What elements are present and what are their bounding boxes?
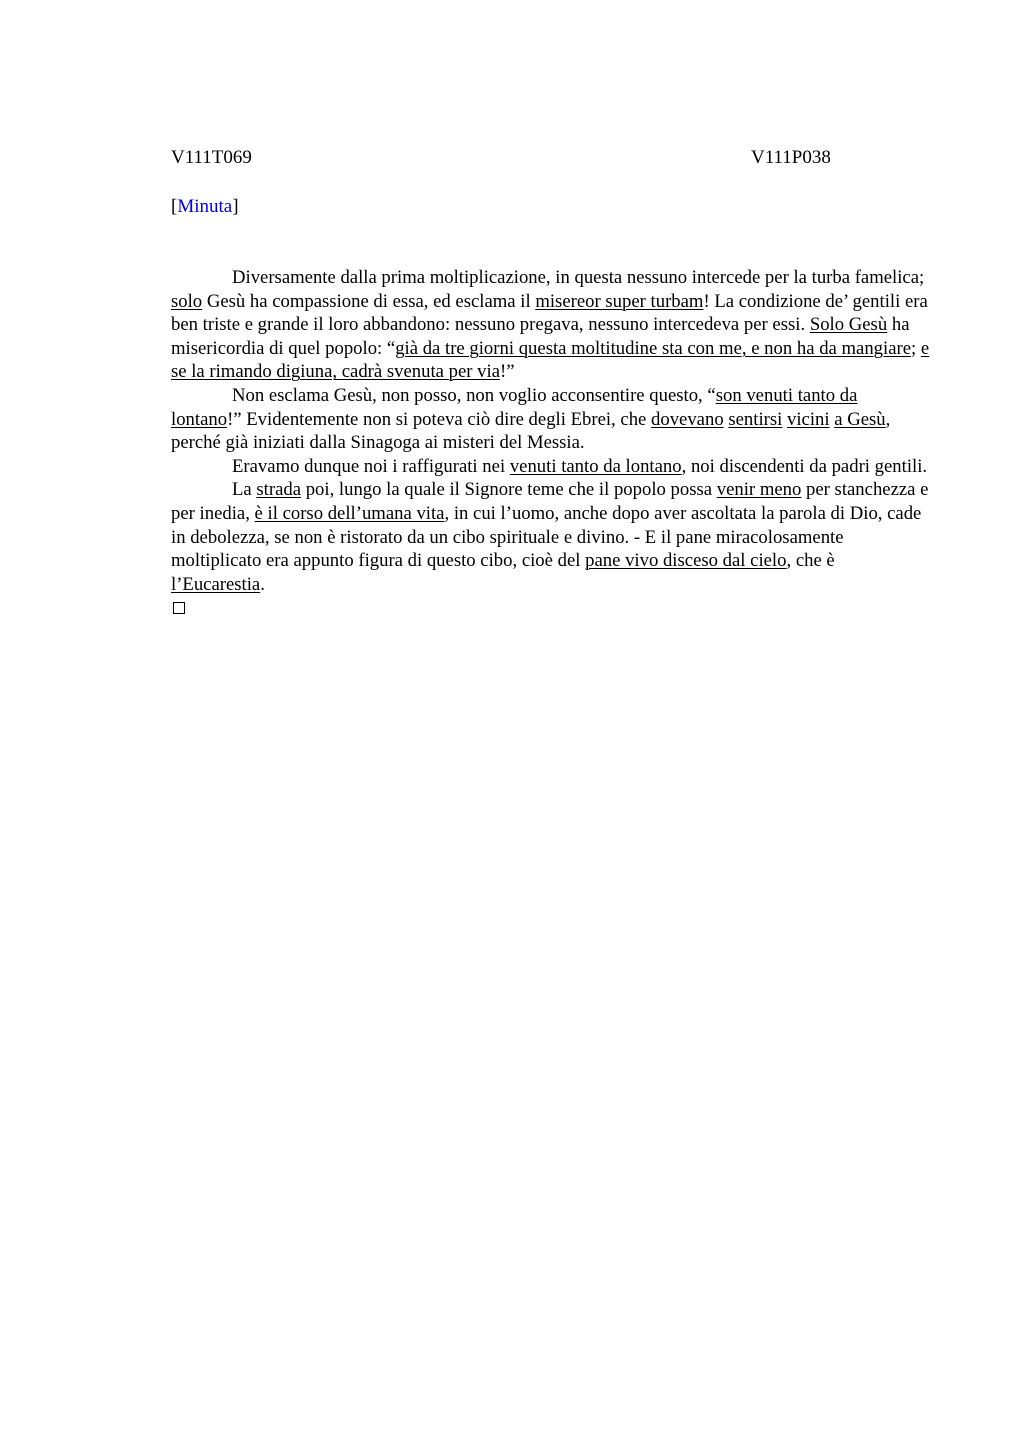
document-body [171,266,931,596]
document-page [171,146,931,614]
underlined-phrase: Solo Gesù [809,314,888,336]
underlined-phrase: è il corso dell’umana vita [254,502,445,524]
underlined-phrase: pane vivo disceso dal cielo [585,550,787,572]
underlined-phrase: già da tre giorni questa moltitudine sta con me, e non ha da mangiare [395,337,912,359]
text-segment: poi, lungo la quale il Signore teme che il popolo possa [301,479,717,501]
document-code-right: V111P038 [751,147,831,168]
text-segment: Non esclama Gesù, non posso, non voglio acconsentire questo, “ [232,384,716,406]
underlined-phrase: sentirsi [728,408,783,430]
underlined-phrase: strada [256,479,302,501]
underlined-phrase: vicini [787,408,830,430]
paragraph [171,266,931,384]
text-segment: per stanchezza e per inedia, [171,479,929,524]
underlined-phrase: misereor super turbam [535,290,704,312]
text-segment: Gesù ha compassione di essa, ed esclama il [202,290,536,312]
document-header [171,146,931,170]
text-segment: , in cui l’uomo, anche dopo aver ascoltata la parola di Dio, cade in debolezza, se non è ristorato da un cibo spirituale e divino. - E il pane miracolosamente moltiplicato era appunto figura di questo cibo, cioè del [171,502,922,572]
minuta-line [171,195,931,219]
end-square-icon [173,602,185,614]
underlined-phrase: e se la rimando digiuna, cadrà svenuta per via [171,337,930,383]
text-segment: , noi discendenti da padri gentili. [681,455,928,477]
paragraph [171,455,931,479]
text-segment: !” Evidentemente non si poteva ciò dire degli Ebrei, che [227,408,652,430]
text-segment: ! La condizione de’ gentili era ben triste e grande il loro abbandono: nessuno pregava, nessuno intercedeva per essi. [171,290,928,336]
underlined-phrase: dovevano [651,408,724,430]
document-code-left: V111T069 [171,147,252,168]
text-segment: La [232,479,257,501]
underlined-phrase: solo [171,290,203,312]
minuta-link[interactable]: Minuta [177,196,233,217]
underlined-phrase: venuti tanto da lontano [509,455,682,477]
text-segment: , che è [786,550,835,572]
text-segment: Diversamente dalla prima moltiplicazione, in questa nessuno intercede per la turba famelica; [232,267,925,288]
text-segment: ; [911,337,921,359]
text-segment: !” [499,361,515,383]
minuta-open-bracket: [ [171,196,178,217]
text-segment: , perché già iniziati dalla Sinagoga ai misteri del Messia. [171,408,891,454]
minuta-close-bracket: ] [232,196,239,217]
underlined-phrase: l’Eucarestia [171,573,261,595]
underlined-phrase: venir meno [716,479,802,501]
paragraph [171,384,931,455]
underlined-phrase: a Gesù [834,408,886,430]
paragraph [171,478,931,596]
text-segment: Eravamo dunque noi i raffigurati nei [232,455,510,477]
text-segment: . [260,573,265,595]
text-segment: ha misericordia di quel popolo: “ [171,314,910,359]
underlined-phrase: son venuti tanto da lontano [171,384,858,430]
